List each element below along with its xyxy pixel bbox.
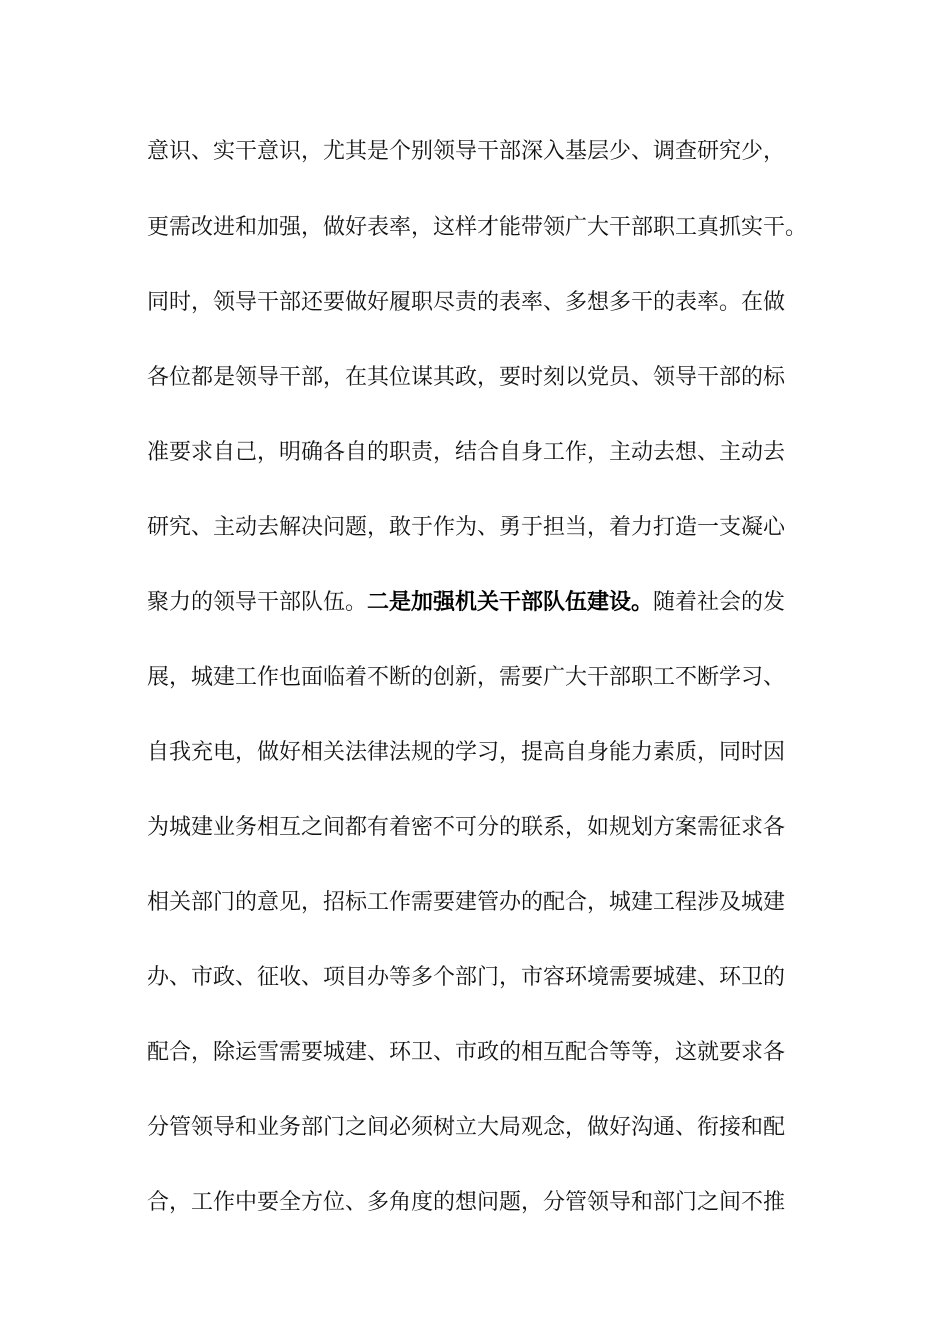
- text-line-5: 准要求自己，明确各自的职责，结合自身工作，主动去想、主动去: [147, 440, 786, 465]
- text-line-7: [147, 588, 847, 618]
- text-line-13: 配合，除运雪需要城建、环卫、市政的相互配合等等，这就要求各: [147, 1040, 786, 1065]
- text-line-2: 更需改进和加强，做好表率，这样才能带领广大干部职工真抓实干。: [147, 215, 808, 240]
- text-line-4: 各位都是领导干部，在其位谋其政，要时刻以党员、领导干部的标: [147, 365, 786, 390]
- bold-heading-two: 二是加强机关干部队伍建设。: [367, 590, 654, 615]
- text-line-9: 自我充电，做好相关法律法规的学习，提高自身能力素质，同时因: [147, 740, 786, 765]
- text-line-8: 展，城建工作也面临着不断的创新，需要广大干部职工不断学习、: [147, 665, 786, 690]
- text-line-14: 分管领导和业务部门之间必须树立大局观念，做好沟通、衔接和配: [147, 1115, 786, 1140]
- text-line-3: 同时，领导干部还要做好履职尽责的表率、多想多干的表率。在做: [147, 290, 786, 315]
- text-line-10: 为城建业务相互之间都有着密不可分的联系，如规划方案需征求各: [147, 815, 786, 840]
- text-line-15: 合，工作中要全方位、多角度的想问题，分管领导和部门之间不推: [147, 1190, 786, 1215]
- text-line-12: 办、市政、征收、项目办等多个部门，市容环境需要城建、环卫的: [147, 965, 786, 990]
- text-line-1: 意识、实干意识，尤其是个别领导干部深入基层少、调查研究少，: [147, 139, 786, 164]
- text-line-7-start: 聚力的领导干部队伍。: [147, 590, 368, 615]
- text-line-7-end: 随着社会的发: [653, 590, 786, 615]
- text-line-6: 研究、主动去解决问题，敢于作为、勇于担当，着力打造一支凝心: [147, 515, 786, 540]
- text-line-11: 相关部门的意见，招标工作需要建管办的配合，城建工程涉及城建: [147, 890, 786, 915]
